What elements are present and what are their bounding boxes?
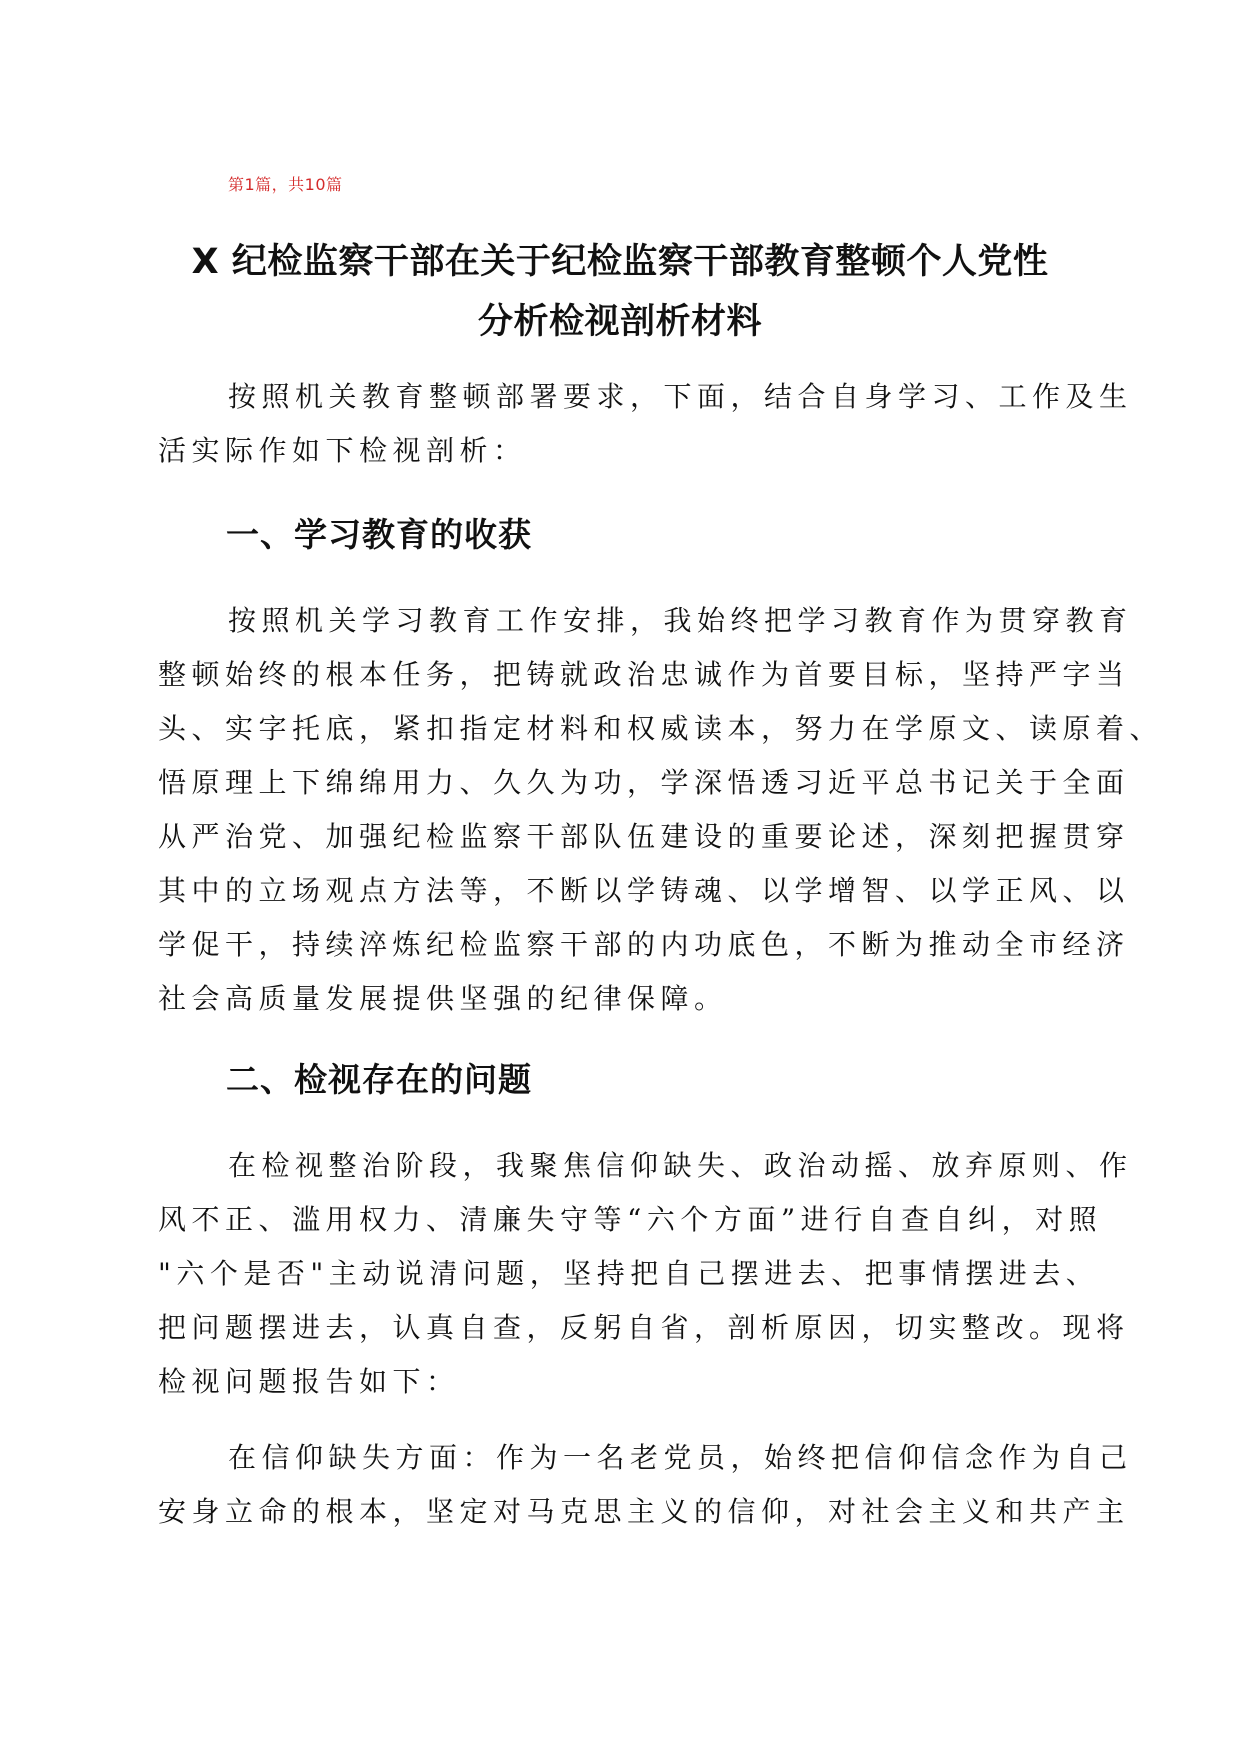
series-note: 第1篇，共10篇 bbox=[228, 175, 343, 194]
section-heading-2: 二、检视存在的问题 bbox=[226, 1060, 532, 1099]
intro-line: 按照机关教育整顿部署要求，下面，结合自身学习、工作及生 bbox=[228, 380, 1133, 413]
body-line: 在信仰缺失方面：作为一名老党员，始终把信仰信念作为自己 bbox=[228, 1441, 1133, 1474]
body-line: 在检视整治阶段，我聚焦信仰缺失、政治动摇、放弃原则、作 bbox=[228, 1149, 1133, 1182]
intro-line: 活实际作如下检视剖析： bbox=[158, 434, 527, 467]
body-line: 风不正、滥用权力、清廉失守等“六个方面”进行自查自纠，对照 bbox=[158, 1203, 1103, 1236]
body-line: 从严治党、加强纪检监察干部队伍建设的重要论述，深刻把握贯穿 bbox=[158, 820, 1130, 853]
body-line: 社会高质量发展提供坚强的纪律保障。 bbox=[158, 982, 728, 1015]
body-line: 安身立命的根本，坚定对马克思主义的信仰，对社会主义和共产主 bbox=[158, 1495, 1130, 1528]
body-line: 整顿始终的根本任务，把铸就政治忠诚作为首要目标，坚持严字当 bbox=[158, 658, 1130, 691]
document-title-line-1: X 纪检监察干部在关于纪检监察干部教育整顿个人党性 bbox=[191, 242, 1049, 282]
body-line: 检视问题报告如下： bbox=[158, 1365, 460, 1398]
body-line: 头、实字托底，紧扣指定材料和权威读本，努力在学原文、读原着、 bbox=[158, 712, 1164, 745]
document-title-line-2: 分析检视剖析材料 bbox=[477, 302, 762, 342]
body-line: 其中的立场观点方法等，不断以学铸魂、以学增智、以学正风、以 bbox=[158, 874, 1130, 907]
body-line: "六个是否"主动说清问题，坚持把自己摆进去、把事情摆进去、 bbox=[158, 1257, 1100, 1290]
body-line: 把问题摆进去，认真自查，反躬自省，剖析原因，切实整改。现将 bbox=[158, 1311, 1130, 1344]
body-line: 按照机关学习教育工作安排，我始终把学习教育作为贯穿教育 bbox=[228, 604, 1133, 637]
body-line: 学促干，持续淬炼纪检监察干部的内功底色，不断为推动全市经济 bbox=[158, 928, 1130, 961]
section-heading-1: 一、学习教育的收获 bbox=[226, 515, 532, 554]
body-line: 悟原理上下绵绵用力、久久为功，学深悟透习近平总书记关于全面 bbox=[158, 766, 1130, 799]
